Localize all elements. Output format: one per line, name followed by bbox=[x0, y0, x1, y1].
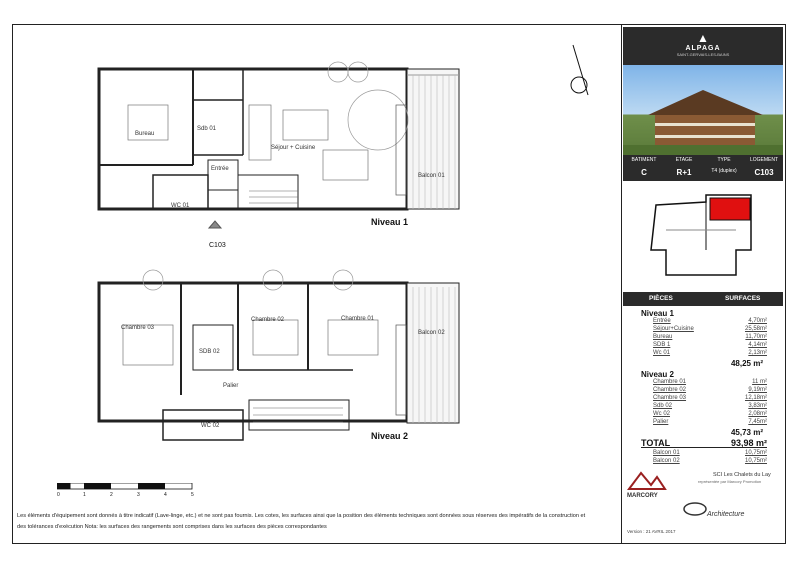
balcon01-outline bbox=[407, 69, 459, 209]
total-divider bbox=[641, 447, 767, 448]
room-label-palier: Palier bbox=[223, 383, 239, 389]
table-row: Sdb 02 3,83m² bbox=[653, 403, 767, 409]
total-label: TOTAL bbox=[641, 438, 671, 448]
table-row: Bureau 11,70m² bbox=[653, 334, 767, 340]
surfaces-level1-title: Niveau 1 bbox=[641, 309, 674, 318]
brand-header bbox=[623, 27, 783, 65]
surfaces-header: PIÈCES SURFACES bbox=[623, 292, 783, 306]
room-label-chambre01: Chambre 01 bbox=[341, 316, 375, 322]
version-date: Version : 21 AVRIL 2017 bbox=[627, 529, 676, 534]
brand-tagline: SAINT-GERVAIS-LES-BAINS bbox=[676, 52, 730, 57]
scale-tick: 4 bbox=[164, 492, 167, 498]
scale-tick: 2 bbox=[110, 492, 113, 498]
room-label-sdb01: Sdb 01 bbox=[197, 126, 217, 132]
table-row: Wc 02 2,08m² bbox=[653, 411, 767, 417]
room-label-wc01: WC 01 bbox=[171, 203, 190, 209]
key-plan bbox=[646, 190, 761, 285]
room-label-balcon01: Balcon 01 bbox=[418, 173, 445, 179]
company-name: MARCORY bbox=[627, 493, 658, 499]
table-row: Chambre 03 12,18m² bbox=[653, 395, 767, 401]
room-label-wc02: WC 02 bbox=[201, 423, 220, 429]
room-label-balcon02: Balcon 02 bbox=[418, 330, 445, 336]
surfaces-level2-subtotal: 45,73 m² bbox=[730, 428, 763, 437]
table-row: Chambre 02 9,19m² bbox=[653, 387, 767, 393]
total-value: 93,98 m² bbox=[730, 438, 767, 448]
surfaces-level1-subtotal: 48,25 m² bbox=[730, 359, 763, 368]
stairs-lines bbox=[249, 191, 343, 422]
title-block bbox=[621, 25, 787, 543]
table-row: Balcon 02 10,75m² bbox=[653, 458, 767, 464]
info-logement: LOGEMENT C103 bbox=[749, 157, 779, 177]
scale-tick: 1 bbox=[83, 492, 86, 498]
table-row: SDB 1 4,14m² bbox=[653, 342, 767, 348]
architect-logo-icon bbox=[683, 501, 707, 517]
floor-plan-drawing bbox=[13, 25, 621, 505]
footnote-line1: Les éléments d'équipement sont donnés à titre indicatif (Lave-linge, etc.) et ne sont pas fournis. Les cotes, les surfaces ainsi que la position des éléments techniques sont données sous réserves des impératifs de la construction et bbox=[17, 513, 586, 519]
mountain-logo-icon: ▲ bbox=[697, 31, 709, 45]
floor-plans-area bbox=[13, 25, 622, 543]
drawing-frame bbox=[12, 24, 786, 544]
scale-tick: 5 bbox=[191, 492, 194, 498]
apartment-info-bar bbox=[623, 155, 783, 181]
table-row: Séjour+Cuisine 25,58m² bbox=[653, 326, 767, 332]
level1-title: Niveau 1 bbox=[371, 217, 409, 227]
room-label-bureau: Bureau bbox=[135, 131, 155, 137]
info-etage: ETAGE R+1 bbox=[675, 157, 693, 177]
scale-tick: 3 bbox=[137, 492, 140, 498]
table-row: Balcon 01 10,75m² bbox=[653, 450, 767, 456]
scale-bar bbox=[57, 483, 197, 491]
room-label-sdb02: SDB 02 bbox=[199, 349, 220, 355]
scale-tick: 0 bbox=[57, 492, 60, 498]
info-type: TYPE T4 (duplex) bbox=[711, 157, 737, 174]
marcory-logo-icon bbox=[627, 469, 667, 491]
room-label-sejour: Séjour + Cuisine bbox=[271, 145, 316, 151]
apartment-ref-label: C103 bbox=[209, 242, 226, 249]
building-rendering bbox=[623, 65, 783, 155]
table-row: Palier 7,45m² bbox=[653, 419, 767, 425]
brand-name: ALPAGA bbox=[685, 45, 721, 52]
sci-represented: représentée par Marcory Promotion bbox=[698, 479, 762, 484]
room-label-chambre03: Chambre 03 bbox=[121, 325, 155, 331]
highlighted-unit bbox=[710, 198, 750, 220]
room-label-chambre02: Chambre 02 bbox=[251, 317, 285, 323]
table-row: Wc 01 2,13m² bbox=[653, 350, 767, 356]
info-batiment: BATIMENT C bbox=[631, 157, 657, 177]
developer-block bbox=[623, 465, 783, 543]
surfaces-level2-title: Niveau 2 bbox=[641, 370, 674, 379]
footnote bbox=[17, 511, 612, 533]
level2-title: Niveau 2 bbox=[371, 431, 409, 441]
table-row: Entrée 4,70m² bbox=[653, 318, 767, 324]
north-arrow bbox=[571, 45, 588, 95]
sci-name: SCI Les Chalets du Lay bbox=[713, 472, 771, 478]
architect-name: Architecture bbox=[707, 511, 745, 518]
table-row: Chambre 01 11 m² bbox=[653, 379, 767, 385]
c103-marker bbox=[209, 221, 221, 228]
room-label-entree: Entrée bbox=[211, 166, 229, 172]
footnote-line2: des tolérances d'exécution Nota: les surfaces des rangements sont comprises dans les surfaces des pièces correspondantes bbox=[17, 524, 327, 530]
level1-outline bbox=[99, 69, 407, 209]
balcon02-outline bbox=[407, 283, 459, 423]
